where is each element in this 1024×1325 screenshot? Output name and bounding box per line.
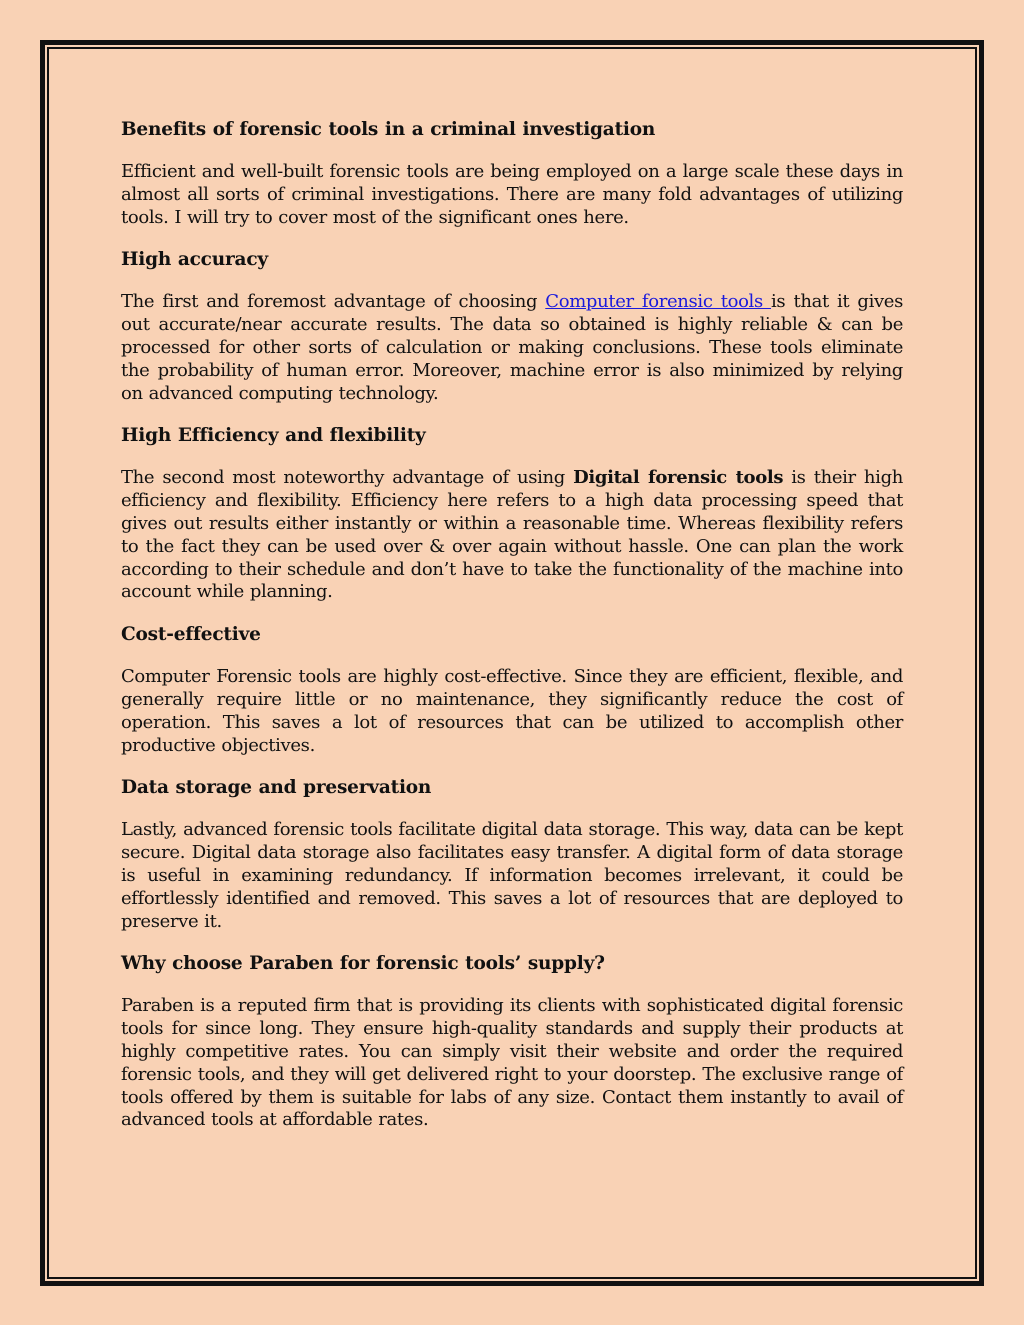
storage-paragraph: Lastly, advanced forensic tools facilitate digital data storage. This way, data can be kept secure. Digital data storage also facilitates easy transfer. A digital form of data storage is useful in examining redundancy. If information becomes irrelevant, it could be effortlessly identified and removed. This saves a lot of resources that are deployed to preserve it. — [121, 819, 903, 932]
document-body — [121, 116, 903, 1149]
accuracy-text-before-link: The first and foremost advantage of choosing — [121, 291, 546, 313]
cost-paragraph: Computer Forensic tools are highly cost-effective. Since they are efficient, flexible, and generally require little or no maintenance, they significantly reduce the cost of operation. This saves a lot of resources that can be utilized to accomplish other productive objectives. — [121, 666, 903, 756]
storage-heading: Data storage and preservation — [121, 777, 432, 799]
main-heading: Benefits of forensic tools in a criminal investigation — [121, 119, 656, 140]
efficiency-text-before-bold: The second most noteworthy advantage of using — [121, 467, 574, 489]
paraben-paragraph: Paraben is a reputed firm that is providing its clients with sophisticated digital forensic tools for since long. They ensure high-quality standards and supply their products at highly competitive rates. You can simply visit their website and order the required forensic tools, and they will get delivered right to your doorstep. The exclusive range of tools offered by them is suitable for labs of any size. Contact them instantly to avail of advanced tools at affordable rates. — [121, 995, 903, 1131]
computer-forensic-tools-link[interactable]: Computer forensic tools — [545, 291, 771, 313]
intro-paragraph: Efficient and well-built forensic tools are being employed on a large scale these days in almost all sorts of criminal investigations. There are many fold advantages of utilizing tools. I will try to cover most of the significant ones here. — [121, 161, 903, 228]
accuracy-paragraph — [121, 291, 903, 405]
paraben-heading: Why choose Paraben for forensic tools’ supply? — [121, 953, 605, 975]
accuracy-text-after-link: is that it gives out accurate/near accurate results. The data so obtained is highly reliable & can be processed for other sorts of calculation or making conclusions. These tools eliminate the probability of human error. Moreover, machine error is also minimized by relying on advanced computing technology. — [121, 291, 904, 404]
digital-forensic-tools-bold: Digital forensic tools — [573, 467, 784, 489]
efficiency-paragraph — [121, 467, 903, 604]
cost-heading: Cost-effective — [121, 624, 261, 646]
efficiency-text-after-bold: is their high efficiency and flexibility. Efficiency here refers to a high data processing speed that gives out results either instantly or within a reasonable time. Whereas flexibility refers to the fact they can be used over & over again without hassle. One can plan the work according to their schedule and don’t have to take the functionality of the machine into account while planning. — [121, 467, 903, 603]
accuracy-heading: High accuracy — [121, 249, 268, 271]
efficiency-heading: High Efficiency and flexibility — [121, 425, 426, 447]
